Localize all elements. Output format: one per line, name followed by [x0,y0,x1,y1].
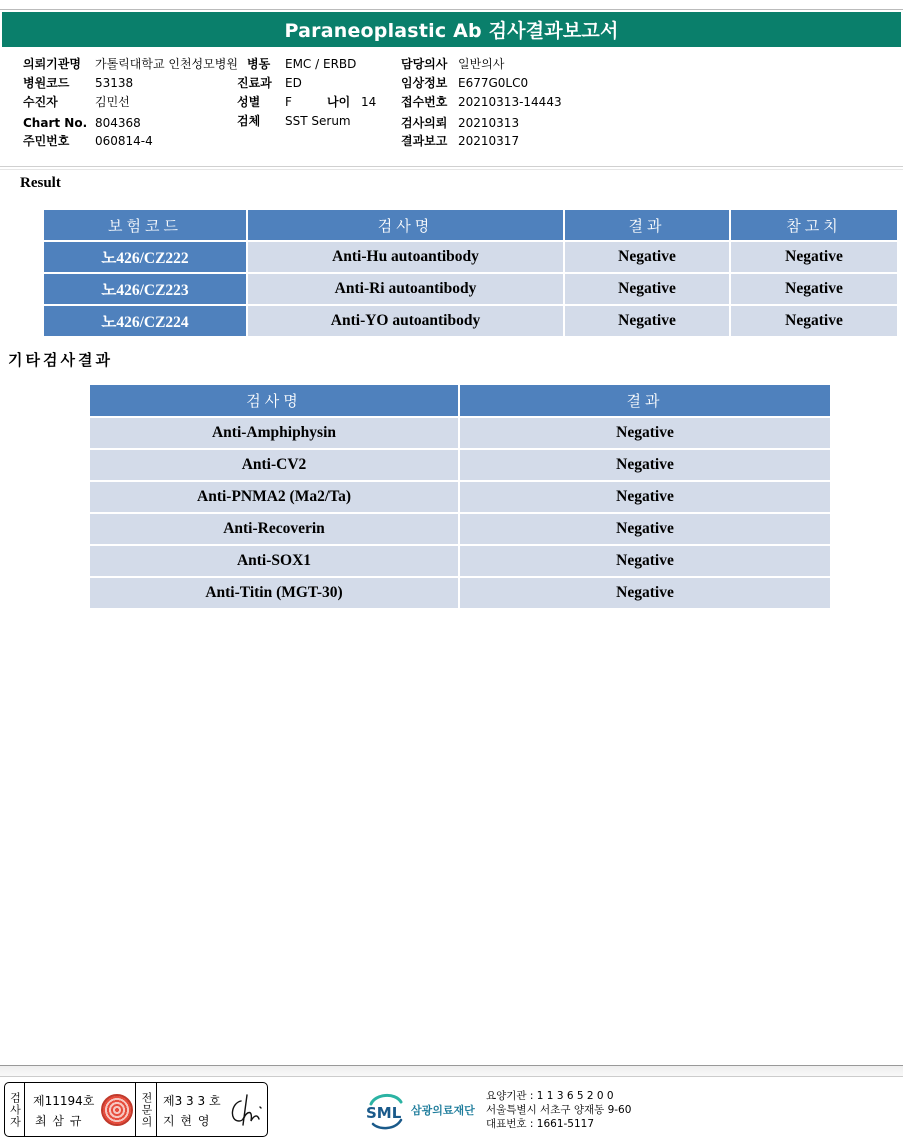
org-code: 요양기관 : 1 1 3 6 5 2 0 0 [486,1090,614,1102]
signature-icon [227,1091,267,1129]
request-label: 검사의뢰 [401,116,448,130]
institution-label: 의뢰기관명 [23,57,81,71]
reception-label: 접수번호 [401,95,448,109]
test-result: Negative [459,513,831,545]
sex-label: 성별 [237,95,261,109]
test-result: Negative [459,417,831,449]
chart-label: Chart No. [23,116,88,130]
table-row [43,241,898,273]
sex-value: F [285,95,292,109]
test-result: Negative [564,241,730,273]
header-result: 결과 [564,209,730,241]
clinical-label: 임상정보 [401,76,448,90]
insurance-code: 노426/CZ222 [43,241,247,273]
ward-value: EMC / ERBD [285,57,357,71]
examiner-seal-icon [101,1094,133,1126]
examiner-label [5,1083,25,1136]
test-result: Negative [459,481,831,513]
table-row [89,417,831,449]
reference-value: Negative [730,241,898,273]
specialist-label-text: 전문의 [140,1091,153,1128]
org-info [486,1089,631,1131]
reference-value: Negative [730,305,898,337]
report-date-label: 결과보고 [401,134,448,148]
table-row [89,513,831,545]
test-result: Negative [459,545,831,577]
header-test-name: 검사명 [247,209,564,241]
insurance-code: 노426/CZ223 [43,273,247,305]
clinical-value: E677G0LC0 [458,76,529,90]
age-value: 14 [361,95,377,109]
result-table [42,208,899,338]
specimen-value: SST Serum [285,114,351,128]
header-test-name: 검사명 [89,384,459,417]
other-table [88,383,832,610]
table-row [89,449,831,481]
test-result: Negative [459,577,831,609]
table-row [89,481,831,513]
table-row [43,273,898,305]
doctor-label: 담당의사 [401,57,448,71]
resident-label: 주민번호 [23,134,70,148]
examiner-number: 제11194호 [33,1094,95,1108]
footer-divider [0,1065,903,1077]
table-row [43,305,898,337]
reception-value: 20210313-14443 [458,95,562,109]
patient-info [0,52,903,167]
test-name: Anti-Ri autoantibody [247,273,564,305]
top-rule [0,0,903,10]
result-header-row [43,209,898,241]
recipient-label: 수진자 [23,95,58,109]
test-result: Negative [564,273,730,305]
org-name: 삼광의료재단 [411,1104,475,1117]
specialist-label [135,1083,157,1136]
info-divider [0,166,903,170]
insurance-code: 노426/CZ224 [43,305,247,337]
org-phone: 대표번호 : 1661-5117 [486,1118,595,1130]
org-logo-text: SML [366,1104,402,1122]
hospital-code-value: 53138 [95,76,134,90]
test-name: Anti-SOX1 [89,545,459,577]
report-date-value: 20210317 [458,134,520,148]
hospital-code-label: 병원코드 [23,76,70,90]
result-section-title: Result [20,175,61,191]
examiner-name: 최 삼 규 [35,1114,83,1128]
test-name: Anti-Recoverin [89,513,459,545]
dept-value: ED [285,76,302,90]
age-label: 나이 [327,95,351,109]
doctor-value: 일반의사 [458,57,505,71]
specialist-number: 제3 3 3 호 [163,1094,221,1108]
test-name: Anti-Titin (MGT-30) [89,577,459,609]
header-result: 결과 [459,384,831,417]
signature-box [4,1082,268,1137]
test-result: Negative [459,449,831,481]
test-name: Anti-Hu autoantibody [247,241,564,273]
header-reference: 참고치 [730,209,898,241]
sml-logo-icon [365,1090,407,1130]
test-name: Anti-CV2 [89,449,459,481]
dept-label: 진료과 [237,76,272,90]
examiner-label-text: 검사자 [8,1091,22,1128]
specialist-name: 지 현 영 [163,1114,211,1128]
recipient-value: 김민선 [95,95,130,109]
test-name: Anti-YO autoantibody [247,305,564,337]
header-insurance-code: 보험코드 [43,209,247,241]
test-result: Negative [564,305,730,337]
specimen-label: 검체 [237,114,261,128]
ward-label: 병동 [247,57,271,71]
test-name: Anti-PNMA2 (Ma2/Ta) [89,481,459,513]
other-section-title: 기타검사결과 [8,351,113,369]
request-value: 20210313 [458,116,520,130]
test-name: Anti-Amphiphysin [89,417,459,449]
other-header-row [89,384,831,417]
chart-value: 804368 [95,116,141,130]
reference-value: Negative [730,273,898,305]
resident-value: 060814-4 [95,134,153,148]
org-address: 서울특별시 서초구 양재동 9-60 [486,1104,632,1116]
table-row [89,577,831,609]
table-row [89,545,831,577]
org-logo [365,1090,475,1130]
report-title: Paraneoplastic Ab 검사결과보고서 [2,12,901,47]
institution-value: 가톨릭대학교 인천성모병원 [95,57,238,71]
